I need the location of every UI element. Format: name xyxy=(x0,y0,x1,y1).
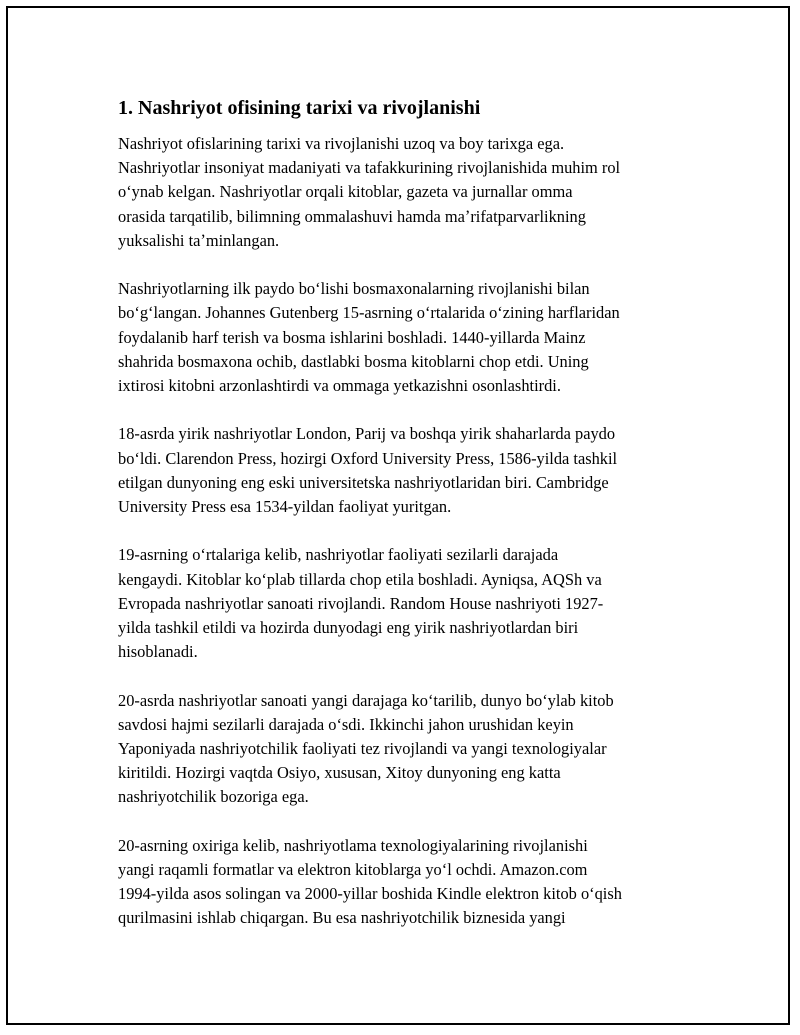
text-line: Nashriyotlar insoniyat madaniyati va tafakkurining rivojlanishida muhim rol xyxy=(118,158,621,178)
text-line: yuksalishi taʼminlangan. xyxy=(118,230,280,250)
paragraph xyxy=(118,277,690,398)
text-line: ixtirosi kitobni arzonlashtirdi va ommaga yetkazishni osonlashtirdi. xyxy=(118,376,561,396)
text-line: 18-asrda yirik nashriyotlar London, Parij va boshqa yirik shaharlarda paydo xyxy=(118,424,616,444)
paragraph xyxy=(118,132,690,253)
section-heading: 1. Nashriyot ofisining tarixi va rivojlanishi xyxy=(118,97,481,119)
paragraph xyxy=(118,422,690,519)
text-line: orasida tarqatilib, bilimning ommalashuvi hamda maʼrifatparvarlikning xyxy=(118,206,586,226)
text-line: oʻynab kelgan. Nashriyotlar orqali kitoblar, gazeta va jurnallar omma xyxy=(118,182,573,202)
text-line: shahrida bosmaxona ochib, dastlabki bosma kitoblarni chop etdi. Uning xyxy=(118,351,589,371)
paragraph xyxy=(118,689,690,810)
text-line: yangi raqamli formatlar va elektron kitoblarga yoʻl ochdi. Amazon.com xyxy=(118,860,588,880)
document-body xyxy=(118,95,690,955)
text-line: qurilmasini ishlab chiqargan. Bu esa nashriyotchilik biznesida yangi xyxy=(118,908,566,928)
text-line: savdosi hajmi sezilarli darajada oʻsdi. Ikkinchi jahon urushidan keyin xyxy=(118,714,574,734)
text-line: hisoblanadi. xyxy=(118,642,198,662)
text-line: 20-asrda nashriyotlar sanoati yangi darajaga koʻtarilib, dunyo boʻylab kitob xyxy=(118,690,614,710)
paragraph xyxy=(118,543,690,664)
text-line: University Press esa 1534-yildan faoliyat yuritgan. xyxy=(118,497,452,517)
text-line: 1994-yilda asos solingan va 2000-yillar boshida Kindle elektron kitob oʻqish xyxy=(118,884,622,904)
text-line: foydalanib harf terish va bosma ishlarini boshladi. 1440-yillarda Mainz xyxy=(118,327,586,347)
text-line: boʻgʻlangan. Johannes Gutenberg 15-asrning oʻrtalarida oʻzining harflaridan xyxy=(118,303,620,323)
text-line: etilgan dunyoning eng eski universitetska nashriyotlaridan biri. Cambridge xyxy=(118,472,609,492)
text-line: 20-asrning oxiriga kelib, nashriyotlama texnologiyalarining rivojlanishi xyxy=(118,835,588,855)
text-line: kengaydi. Kitoblar koʻplab tillarda chop etila boshladi. Ayniqsa, AQSh va xyxy=(118,569,602,589)
text-line: kiritildi. Hozirgi vaqtda Osiyo, xususan, Xitoy dunyoning eng katta xyxy=(118,763,561,783)
text-line: nashriyotchilik bozoriga ega. xyxy=(118,787,309,807)
text-line: Evropada nashriyotlar sanoati rivojlandi. Random House nashriyoti 1927- xyxy=(118,593,604,613)
text-line: Yaponiyada nashriyotchilik faoliyati tez rivojlandi va yangi texnologiyalar xyxy=(118,739,607,759)
text-line: yilda tashkil etildi va hozirda dunyodagi eng yirik nashriyotlardan biri xyxy=(118,618,579,638)
paragraph xyxy=(118,834,690,931)
text-line: boʻldi. Clarendon Press, hozirgi Oxford University Press, 1586-yilda tashkil xyxy=(118,448,618,468)
text-line: Nashriyotlarning ilk paydo boʻlishi bosmaxonalarning rivojlanishi bilan xyxy=(118,279,590,299)
text-line: Nashriyot ofislarining tarixi va rivojlanishi uzoq va boy tarixga ega. xyxy=(118,134,565,153)
text-line: 19-asrning oʻrtalariga kelib, nashriyotlar faoliyati sezilarli darajada xyxy=(118,545,559,565)
